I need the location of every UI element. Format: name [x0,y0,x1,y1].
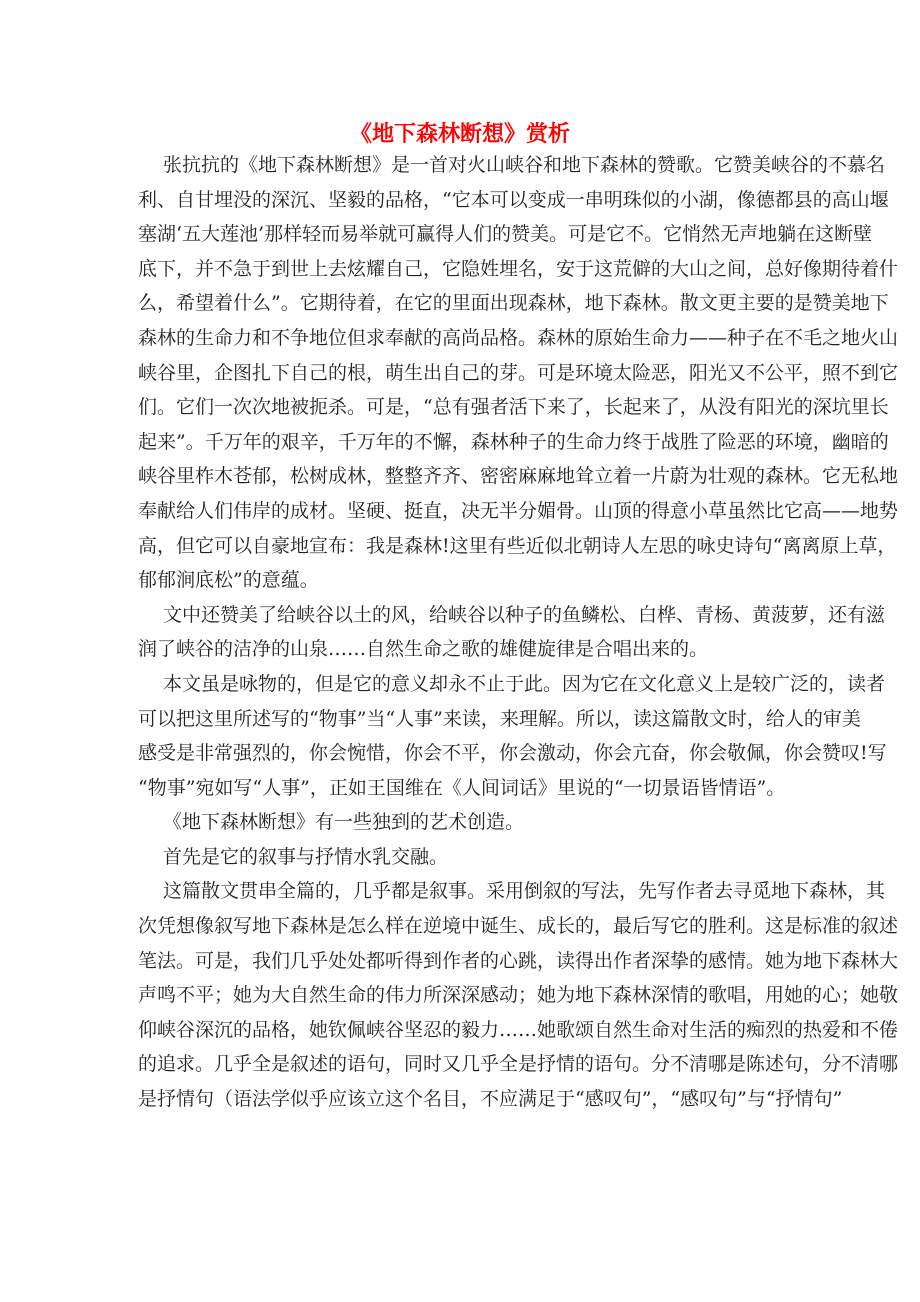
paragraph-line: “物事”宛如写“人事”，正如王国维在《人间词话》里说的“一切景语皆情语”。 [138,776,786,799]
paragraph-line: 奉献给人们伟岸的成材。坚硬、挺直，决无半分媚骨。山顶的得意小草虽然比它高——地势 [138,499,899,522]
paragraph-line: 森林的生命力和不争地位但求奉献的高尚品格。森林的原始生命力——种子在不毛之地火山 [138,326,899,349]
paragraph-line: 么，希望着什么”。它期待着，在它的里面出现森林，地下森林。散文更主要的是赞美地下 [138,292,889,315]
paragraph-line: 次凭想像叙写地下森林是怎么样在逆境中诞生、成长的，最后写它的胜利。这是标准的叙述 [138,915,899,938]
paragraph-line: 底下，并不急于到世上去炫耀自己，它隐姓埋名，安于这荒僻的大山之间，总好像期待着什 [138,257,899,280]
paragraph-line: 《地下森林断想》有一些独到的艺术创造。 [163,811,525,834]
paragraph-line: 起来”。千万年的艰辛，千万年的不懈，森林种子的生命力终于战胜了险恶的环境，幽暗的 [138,430,889,453]
paragraph-line: 们。它们一次次地被扼杀。可是，“总有强者活下来了，长起来了，从没有阳光的深坑里长 [138,396,889,419]
paragraph-line: 是抒情句（语法学似乎应该立这个名目，不应满足于“感叹句”，“感叹句”与“抒情句” [138,1088,843,1111]
paragraph-line: 仰峡谷深沉的品格，她钦佩峡谷坚忍的毅力……她歌颂自然生命对生活的痴烈的热爱和不倦 [138,1018,899,1041]
paragraph-line: 的追求。几乎全是叙述的语句，同时又几乎全是抒情的语句。分不清哪是陈述句，分不清哪 [138,1053,899,1076]
document-body [138,148,899,1117]
paragraph [138,598,886,667]
paragraph [138,805,796,840]
paragraph-line: 高，但它可以自豪地宣布：我是森林!这里有些近似北朝诗人左思的咏史诗句“离离原上草， [138,534,897,557]
paragraph-line: 利、自甘埋没的深沉、坚毅的品格，“它本可以变成一串明珠似的小湖，像德都县的高山堰 [138,188,889,211]
document-title: 《地下森林断想》赏析 [349,122,570,147]
paragraph [138,874,899,1116]
paragraph-line: 润了峡谷的洁净的山泉……自然生命之歌的雄健旋律是合唱出来的。 [138,638,709,661]
paragraph-line: 感受是非常强烈的，你会惋惜，你会不平，你会激动，你会亢奋，你会敬佩，你会赞叹!写 [138,742,887,765]
paragraph-line: 塞湖‘五大莲池’那样轻而易举就可赢得人们的赞美。可是它不。它悄然无声地躺在这断壁 [138,223,873,246]
paragraph [138,148,899,598]
paragraph [138,840,796,875]
paragraph-line: 郁郁涧底松”的意蕴。 [138,569,319,592]
paragraph-line: 可以把这里所述写的“物事”当“人事”来读，来理解。所以，读这篇散文时，给人的审美 [138,707,861,730]
paragraph-line: 首先是它的叙事与抒情水乳交融。 [163,845,449,868]
paragraph-line: 文中还赞美了给峡谷以土的风，给峡谷以种子的鱼鳞松、白桦、青杨、黄菠萝，还有滋 [163,603,886,626]
paragraph-line: 峡谷里柞木苍郁，松树成林，整整齐齐、密密麻麻地耸立着一片蔚为壮观的森林。它无私地 [138,465,899,488]
paragraph-line: 笔法。可是，我们几乎处处都听得到作者的心跳，读得出作者深挚的感情。她为地下森林大 [138,949,899,972]
paragraph-line: 张抗抗的《地下森林断想》是一首对火山峡谷和地下森林的赞歌。它赞美峡谷的不慕名 [163,154,886,176]
paragraph-line: 这篇散文贯串全篇的，几乎都是叙事。采用倒叙的写法，先写作者去寻觅地下森林，其 [163,880,886,903]
paragraph [138,667,887,805]
paragraph-line: 本文虽是咏物的，但是它的意义却永不止于此。因为它在文化意义上是较广泛的，读者 [163,672,886,695]
paragraph-line: 声鸣不平；她为大自然生命的伟力所深深感动；她为地下森林深情的歌唱，用她的心；她敬 [138,984,899,1007]
paragraph-line: 峡谷里，企图扎下自己的根，萌生出自己的芽。可是环境太险恶，阳光又不公平，照不到它 [138,361,899,384]
